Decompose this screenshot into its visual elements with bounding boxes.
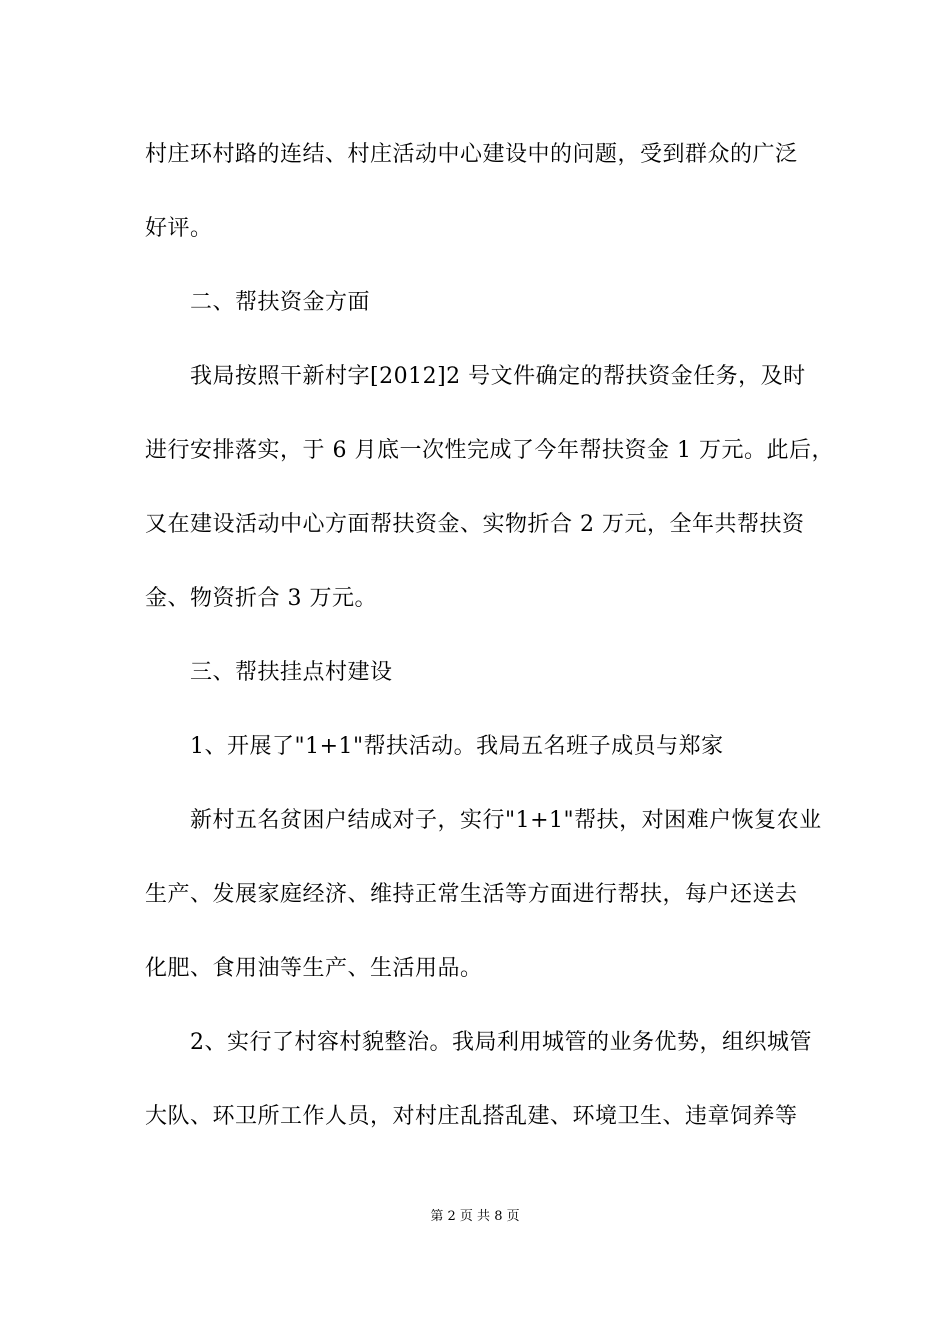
page-number-footer: 第 2 页 共 8 页 [430, 1209, 520, 1224]
body-line-4: 我局按照干新村字[2012]2 号文件确定的帮扶资金任务，及时 [190, 364, 806, 389]
body-line-9: 1、开展了"1+1"帮扶活动。我局五名班子成员与郑家 [190, 734, 724, 759]
body-line-7: 金、物资折合 3 万元。 [145, 586, 377, 611]
body-line-1: 村庄环村路的连结、村庄活动中心建设中的问题，受到群众的广泛 [145, 142, 798, 167]
body-line-11: 生产、发展家庭经济、维持正常生活等方面进行帮扶，每户还送去 [145, 882, 798, 907]
body-line-2: 好评。 [145, 216, 213, 241]
section-heading-funds: 二、帮扶资金方面 [190, 290, 371, 315]
body-line-14: 大队、环卫所工作人员，对村庄乱搭乱建、环境卫生、违章饲养等 [145, 1104, 798, 1129]
body-line-10: 新村五名贫困户结成对子，实行"1+1"帮扶，对困难户恢复农业 [190, 808, 822, 833]
body-line-5: 进行安排落实，于 6 月底一次性完成了今年帮扶资金 1 万元。此后， [145, 438, 834, 463]
section-heading-village: 三、帮扶挂点村建设 [190, 660, 393, 685]
body-line-12: 化肥、食用油等生产、生活用品。 [145, 956, 483, 981]
body-line-6: 又在建设活动中心方面帮扶资金、实物折合 2 万元，全年共帮扶资 [145, 512, 805, 537]
body-line-13: 2、实行了村容村貌整治。我局利用城管的业务优势，组织城管 [190, 1030, 812, 1055]
